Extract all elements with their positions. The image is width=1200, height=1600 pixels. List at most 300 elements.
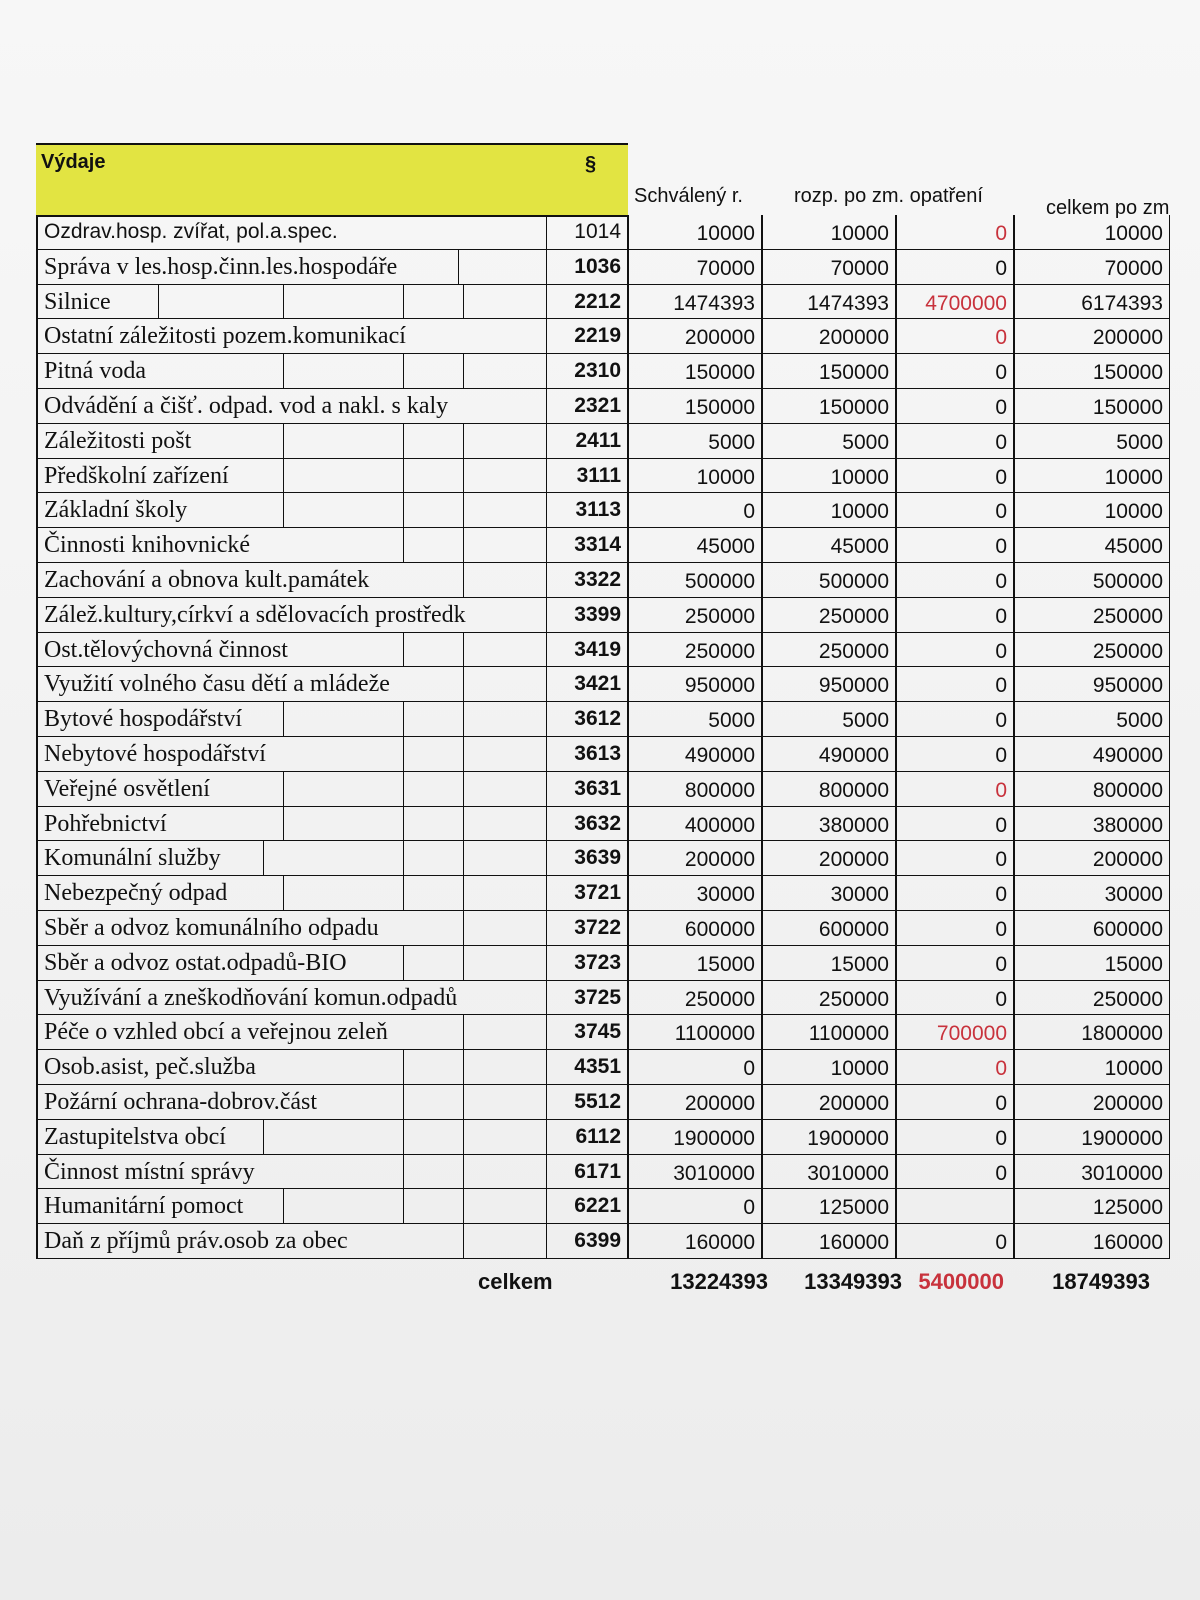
table-row [36,319,1186,354]
grid-line [463,1189,464,1223]
header-paragraph-symbol: § [585,153,597,175]
row-total: 800000 [1014,772,1170,807]
table-row [36,1120,1186,1155]
table-body [36,215,1186,1259]
row-item-name [36,285,546,320]
table-row [36,250,1186,285]
expenditure-table [36,143,1186,1299]
row-change: 0 [896,981,1014,1016]
row-approved: 950000 [628,667,762,702]
grid-line [463,807,464,841]
row-item-name-text: Osob.asist, peč.služba [44,1054,256,1081]
grid-line [463,737,464,771]
grid-line [463,772,464,806]
row-total: 70000 [1014,250,1170,285]
table-row [36,598,1186,633]
row-paragraph-code: 5512 [546,1085,628,1120]
row-budget: 500000 [762,563,896,598]
grid-line [403,876,404,910]
row-item-name [36,702,546,737]
row-budget: 250000 [762,633,896,668]
row-item-name [36,389,546,424]
row-total: 10000 [1014,459,1170,494]
row-total: 1900000 [1014,1120,1170,1155]
grid-line [283,354,284,388]
row-approved: 1900000 [628,1120,762,1155]
row-total: 10000 [1014,493,1170,528]
row-change: 0 [896,807,1014,842]
row-item-name [36,354,546,389]
table-row [36,528,1186,563]
row-item-name-text: Daň z příjmů práv.osob za obec [44,1228,348,1255]
row-total: 200000 [1014,1085,1170,1120]
row-budget: 160000 [762,1224,896,1259]
row-total: 200000 [1014,319,1170,354]
row-item-name [36,1050,546,1085]
row-approved: 150000 [628,389,762,424]
grid-line [463,702,464,736]
table-row [36,1050,1186,1085]
row-item-name [36,424,546,459]
row-item-name-text: Nebytové hospodářství [44,740,266,767]
grid-line [403,1155,404,1189]
row-paragraph-code: 3725 [546,981,628,1016]
row-budget: 200000 [762,319,896,354]
totals-budget: 13349393 [804,1268,902,1294]
row-approved: 800000 [628,772,762,807]
row-budget: 10000 [762,1050,896,1085]
totals-total: 18749393 [1052,1268,1150,1294]
row-change: 0 [896,667,1014,702]
row-item-name [36,563,546,598]
row-item-name-text: Péče o vzhled obcí a veřejnou zeleň [44,1019,388,1046]
row-change: 0 [896,319,1014,354]
row-approved: 250000 [628,633,762,668]
row-change: 0 [896,493,1014,528]
row-approved: 600000 [628,911,762,946]
table-row [36,807,1186,842]
grid-line [283,1189,284,1223]
grid-line [263,1120,264,1154]
table-row [36,737,1186,772]
grid-line [463,354,464,388]
grid-line [403,354,404,388]
header-title: Výdaje [41,151,106,173]
row-item-name [36,1015,546,1050]
row-total: 950000 [1014,667,1170,702]
row-item-name-text: Veřejné osvětlení [44,775,210,802]
row-change: 0 [896,389,1014,424]
row-item-name [36,1189,546,1224]
row-total: 5000 [1014,424,1170,459]
grid-line [463,424,464,458]
row-change: 0 [896,563,1014,598]
row-budget: 45000 [762,528,896,563]
row-item-name-text: Ostatní záležitosti pozem.komunikací [44,323,406,350]
row-approved: 200000 [628,841,762,876]
totals-label: celkem [478,1268,553,1294]
row-item-name [36,981,546,1016]
table-row [36,911,1186,946]
header-highlight [36,143,628,217]
grid-line [403,424,404,458]
row-paragraph-code: 3314 [546,528,628,563]
row-paragraph-code: 3631 [546,772,628,807]
grid-line [403,737,404,771]
grid-line [403,772,404,806]
row-item-name-text: Bytové hospodářství [44,706,242,733]
row-change: 0 [896,354,1014,389]
grid-line [283,772,284,806]
row-total: 125000 [1014,1189,1170,1224]
row-paragraph-code: 2321 [546,389,628,424]
grid-line [263,841,264,875]
grid-line [463,1085,464,1119]
row-change: 0 [896,841,1014,876]
row-paragraph-code: 6171 [546,1155,628,1190]
row-approved: 1100000 [628,1015,762,1050]
row-budget: 200000 [762,841,896,876]
grid-line [403,493,404,527]
grid-line [283,807,284,841]
row-budget: 250000 [762,598,896,633]
grid-line [283,493,284,527]
row-total: 5000 [1014,702,1170,737]
row-change: 0 [896,1155,1014,1190]
row-paragraph-code: 3111 [546,459,628,494]
table-row [36,1085,1186,1120]
table-row [36,876,1186,911]
row-paragraph-code: 1036 [546,250,628,285]
row-change: 0 [896,459,1014,494]
row-item-name-text: Správa v les.hosp.činn.les.hospodáře [44,253,398,280]
grid-line [283,424,284,458]
row-approved: 490000 [628,737,762,772]
row-item-name [36,493,546,528]
row-paragraph-code: 3419 [546,633,628,668]
row-item-name-text: Předškolní zařízení [44,462,229,489]
row-change: 0 [896,598,1014,633]
table-row [36,1224,1186,1259]
row-item-name-text: Sběr a odvoz komunálního odpadu [44,914,379,941]
row-paragraph-code: 1014 [546,215,628,250]
row-change: 4700000 [896,285,1014,320]
row-budget: 490000 [762,737,896,772]
row-approved: 3010000 [628,1155,762,1190]
row-total: 250000 [1014,633,1170,668]
row-total: 3010000 [1014,1155,1170,1190]
row-approved: 0 [628,493,762,528]
grid-line [403,1120,404,1154]
grid-line [463,1224,464,1258]
grid-line [463,528,464,562]
row-approved: 200000 [628,1085,762,1120]
grid-line [403,633,404,667]
grid-line [403,285,404,319]
grid-line [463,1120,464,1154]
row-total: 10000 [1014,215,1170,250]
header-budget-after-changes: rozp. po zm. opatření [794,185,983,207]
row-approved: 150000 [628,354,762,389]
row-change: 700000 [896,1015,1014,1050]
table-row [36,459,1186,494]
row-item-name-text: Požární ochrana-dobrov.část [44,1088,317,1115]
grid-line [283,702,284,736]
table-row [36,1015,1186,1050]
row-item-name [36,528,546,563]
row-paragraph-code: 3322 [546,563,628,598]
row-budget: 10000 [762,459,896,494]
table-row [36,633,1186,668]
row-total: 250000 [1014,981,1170,1016]
header-total-after-changes: celkem po zm [1046,197,1170,219]
row-paragraph-code: 3745 [546,1015,628,1050]
row-paragraph-code: 6399 [546,1224,628,1259]
row-approved: 1474393 [628,285,762,320]
row-budget: 600000 [762,911,896,946]
grid-line [463,493,464,527]
grid-line [403,1050,404,1084]
row-approved: 160000 [628,1224,762,1259]
table-row [36,1155,1186,1190]
totals-change: 5400000 [918,1268,1004,1294]
grid-line [463,841,464,875]
row-paragraph-code: 2310 [546,354,628,389]
table-row [36,667,1186,702]
row-change: 0 [896,1050,1014,1085]
row-budget: 15000 [762,946,896,981]
row-paragraph-code: 6112 [546,1120,628,1155]
row-paragraph-code: 3639 [546,841,628,876]
row-total: 380000 [1014,807,1170,842]
row-budget: 800000 [762,772,896,807]
row-item-name-text: Silnice [44,288,111,315]
row-budget: 125000 [762,1189,896,1224]
grid-line [403,1189,404,1223]
table-row [36,841,1186,876]
row-item-name-text: Zálež.kultury,církví a sdělovacích prostředk [44,601,466,628]
row-change: 0 [896,528,1014,563]
header-approved: Schválený r. [634,185,743,207]
row-total: 600000 [1014,911,1170,946]
row-budget: 10000 [762,493,896,528]
grid-line [158,285,159,319]
row-total: 15000 [1014,946,1170,981]
table-row [36,1189,1186,1224]
row-paragraph-code: 2411 [546,424,628,459]
row-total: 30000 [1014,876,1170,911]
row-change: 0 [896,1085,1014,1120]
row-paragraph-code: 3722 [546,911,628,946]
grid-line [463,876,464,910]
row-approved: 30000 [628,876,762,911]
row-total: 200000 [1014,841,1170,876]
row-budget: 1900000 [762,1120,896,1155]
row-item-name [36,319,546,354]
row-total: 250000 [1014,598,1170,633]
row-approved: 10000 [628,215,762,250]
grid-line [463,667,464,701]
row-budget: 200000 [762,1085,896,1120]
grid-line [463,1015,464,1049]
row-item-name [36,1224,546,1259]
row-paragraph-code: 3613 [546,737,628,772]
row-budget: 3010000 [762,1155,896,1190]
grid-line [463,946,464,980]
row-approved: 15000 [628,946,762,981]
table-row [36,981,1186,1016]
totals-approved: 13224393 [670,1268,768,1294]
grid-line [283,285,284,319]
row-paragraph-code: 3113 [546,493,628,528]
row-item-name-text: Činnost místní správy [44,1158,255,1185]
row-paragraph-code: 3399 [546,598,628,633]
row-total: 150000 [1014,354,1170,389]
row-item-name [36,1120,546,1155]
row-budget: 380000 [762,807,896,842]
row-item-name-text: Využití volného času dětí a mládeže [44,671,390,698]
row-approved: 0 [628,1189,762,1224]
row-item-name [36,250,546,285]
row-total: 150000 [1014,389,1170,424]
row-approved: 200000 [628,319,762,354]
row-change: 0 [896,215,1014,250]
grid-line [403,841,404,875]
grid-line [403,1085,404,1119]
row-item-name-text: Humanitární pomoct [44,1193,244,1220]
grid-line [283,459,284,493]
row-item-name-text: Komunální služby [44,845,221,872]
row-item-name [36,459,546,494]
row-item-name-text: Nebezpečný odpad [44,880,228,907]
grid-line [403,459,404,493]
row-paragraph-code: 3421 [546,667,628,702]
row-item-name [36,633,546,668]
row-approved: 70000 [628,250,762,285]
row-item-name-text: Zastupitelstva obcí [44,1123,226,1150]
row-item-name [36,841,546,876]
row-approved: 500000 [628,563,762,598]
row-item-name [36,667,546,702]
row-item-name [36,876,546,911]
row-change: 0 [896,702,1014,737]
row-budget: 5000 [762,702,896,737]
row-total: 6174393 [1014,285,1170,320]
row-change: 0 [896,946,1014,981]
table-row [36,424,1186,459]
row-change: 0 [896,876,1014,911]
row-approved: 0 [628,1050,762,1085]
grid-line [463,459,464,493]
row-item-name-text: Pohřebnictví [44,810,167,837]
grid-line [403,807,404,841]
row-paragraph-code: 2219 [546,319,628,354]
row-item-name [36,737,546,772]
row-approved: 400000 [628,807,762,842]
row-budget: 1100000 [762,1015,896,1050]
row-item-name [36,1155,546,1190]
row-item-name-text: Ost.tělovýchovná činnost [44,636,288,663]
row-budget: 10000 [762,215,896,250]
row-budget: 150000 [762,389,896,424]
row-total: 45000 [1014,528,1170,563]
grid-line [463,285,464,319]
row-paragraph-code: 6221 [546,1189,628,1224]
row-change: 0 [896,737,1014,772]
grid-line [463,911,464,945]
row-change: 0 [896,772,1014,807]
row-item-name [36,1085,546,1120]
row-total: 160000 [1014,1224,1170,1259]
grid-line [463,1155,464,1189]
row-item-name [36,772,546,807]
row-paragraph-code: 3721 [546,876,628,911]
table-row [36,354,1186,389]
table-row [36,702,1186,737]
row-approved: 250000 [628,598,762,633]
row-change: 0 [896,424,1014,459]
row-paragraph-code: 4351 [546,1050,628,1085]
row-total: 490000 [1014,737,1170,772]
row-item-name-text: Základní školy [44,497,188,524]
row-paragraph-code: 3723 [546,946,628,981]
row-approved: 45000 [628,528,762,563]
row-total: 500000 [1014,563,1170,598]
row-total: 10000 [1014,1050,1170,1085]
row-item-name-text: Využívání a zneškodňování komun.odpadů [44,984,458,1011]
row-change: 0 [896,1224,1014,1259]
grid-line [283,876,284,910]
grid-line [463,563,464,597]
table-row [36,946,1186,981]
row-change: 0 [896,911,1014,946]
row-item-name-text: Ozdrav.hosp. zvířat, pol.a.spec. [44,220,338,243]
row-paragraph-code: 2212 [546,285,628,320]
row-item-name-text: Odvádění a čišť. odpad. vod a nakl. s kaly [44,392,449,419]
row-change: 0 [896,633,1014,668]
row-budget: 30000 [762,876,896,911]
table-row [36,772,1186,807]
grid-line [403,528,404,562]
row-budget: 150000 [762,354,896,389]
grid-line [463,633,464,667]
row-item-name-text: Pitná voda [44,358,146,385]
table-row [36,389,1186,424]
table-row [36,563,1186,598]
table-header [36,143,1186,219]
row-approved: 5000 [628,424,762,459]
table-row [36,285,1186,320]
row-item-name [36,911,546,946]
row-item-name-text: Záležitosti pošt [44,427,192,454]
row-change: 0 [896,250,1014,285]
table-row [36,493,1186,528]
row-paragraph-code: 3632 [546,807,628,842]
row-budget: 5000 [762,424,896,459]
table-row [36,215,1186,250]
row-budget: 70000 [762,250,896,285]
row-change: 0 [896,1120,1014,1155]
grid-line [458,250,459,284]
row-budget: 1474393 [762,285,896,320]
grid-line [463,1050,464,1084]
row-budget: 250000 [762,981,896,1016]
row-item-name [36,215,546,250]
row-item-name-text: Sběr a odvoz ostat.odpadů-BIO [44,949,347,976]
totals-row [36,1259,1186,1299]
grid-line [403,946,404,980]
row-approved: 250000 [628,981,762,1016]
